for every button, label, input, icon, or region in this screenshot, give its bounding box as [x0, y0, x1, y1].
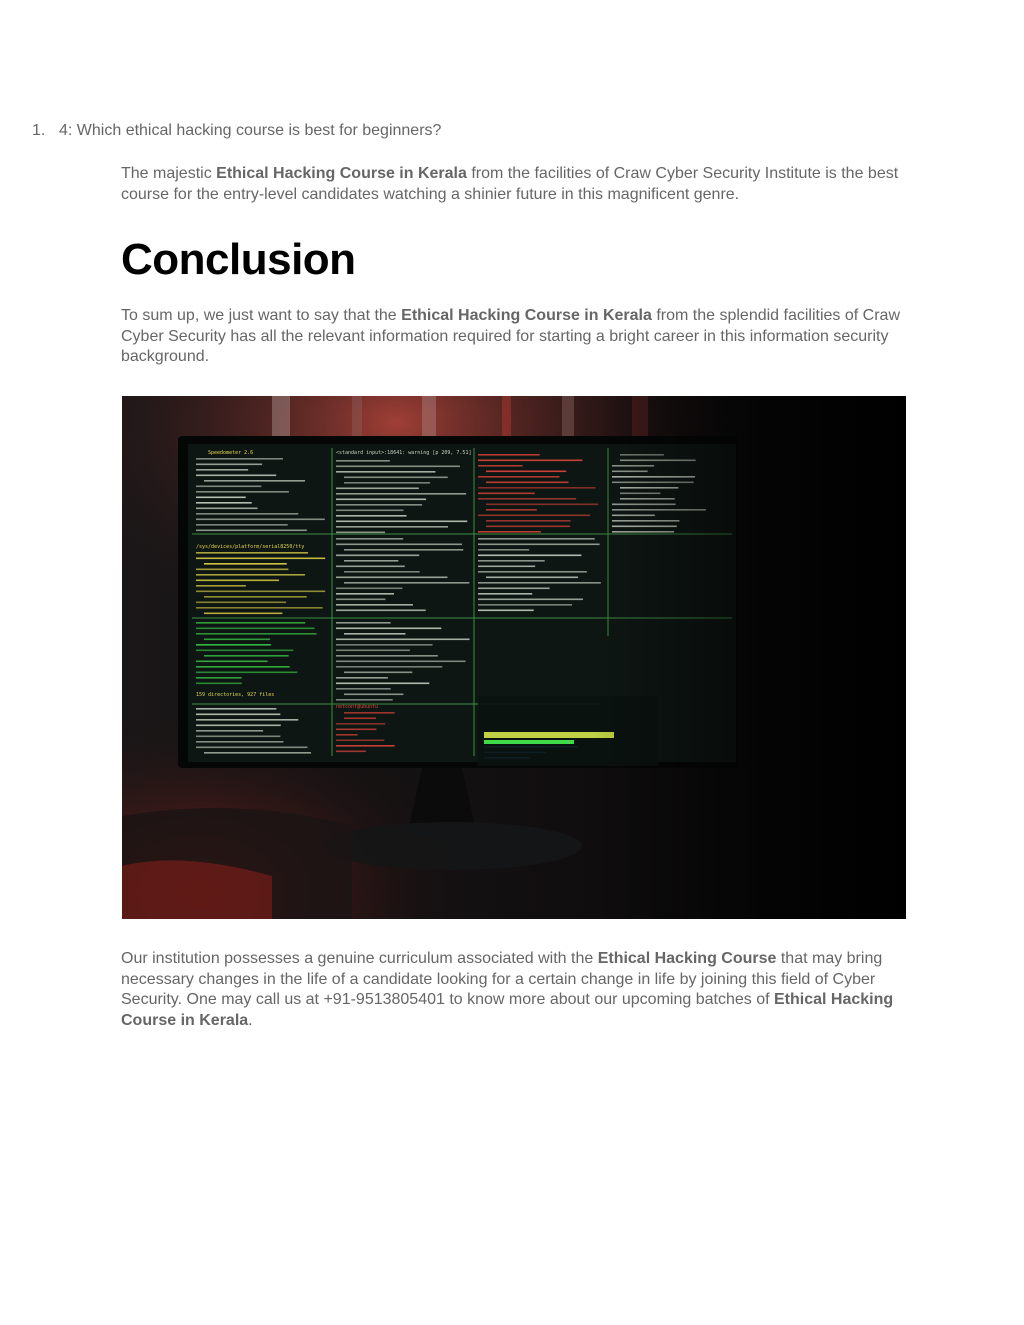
monitor-illustration — [122, 396, 906, 919]
closing-course-name-kerala: Ethical Hacking Course in Kerala — [121, 991, 894, 1029]
list-item — [32, 121, 441, 141]
closing-text-middle: that may bring necessary changes in the life of a candidate looking for a certain change in life by joining this field of Cyber Security. One may call us at +91-9513805401 to know more about our upcoming batches of — [121, 950, 883, 1008]
intro-text-end: from the facilities of Craw Cyber Security Institute is the best course for the entry-level candidates watching a shinier future in this magnificent genre. — [121, 165, 899, 203]
conclusion-text-start: To sum up, we just want to say that the — [121, 307, 402, 324]
list-text: 4: Which ethical hacking course is best for beginners? — [59, 122, 442, 139]
closing-text-start: Our institution possesses a genuine curriculum associated with the — [121, 950, 598, 967]
closing-course-name: Ethical Hacking Course — [597, 950, 777, 967]
conclusion-course-name: Ethical Hacking Course in Kerala — [401, 307, 652, 324]
conclusion-heading: Conclusion — [121, 235, 356, 284]
intro-paragraph — [121, 164, 911, 205]
closing-paragraph — [121, 949, 911, 1031]
intro-text-start: The majestic — [121, 165, 217, 182]
closing-text-end: . — [248, 1011, 253, 1029]
monitor-base — [322, 822, 582, 870]
conclusion-text-end: from the splendid facilities of Craw Cyber Security has all the relevant information required for starting a bright career in this information security background. — [121, 307, 900, 365]
conclusion-paragraph — [121, 306, 911, 368]
hacking-monitor-photo — [122, 396, 906, 919]
list-number: 1. — [32, 122, 46, 139]
intro-course-name: Ethical Hacking Course in Kerala — [216, 165, 467, 182]
